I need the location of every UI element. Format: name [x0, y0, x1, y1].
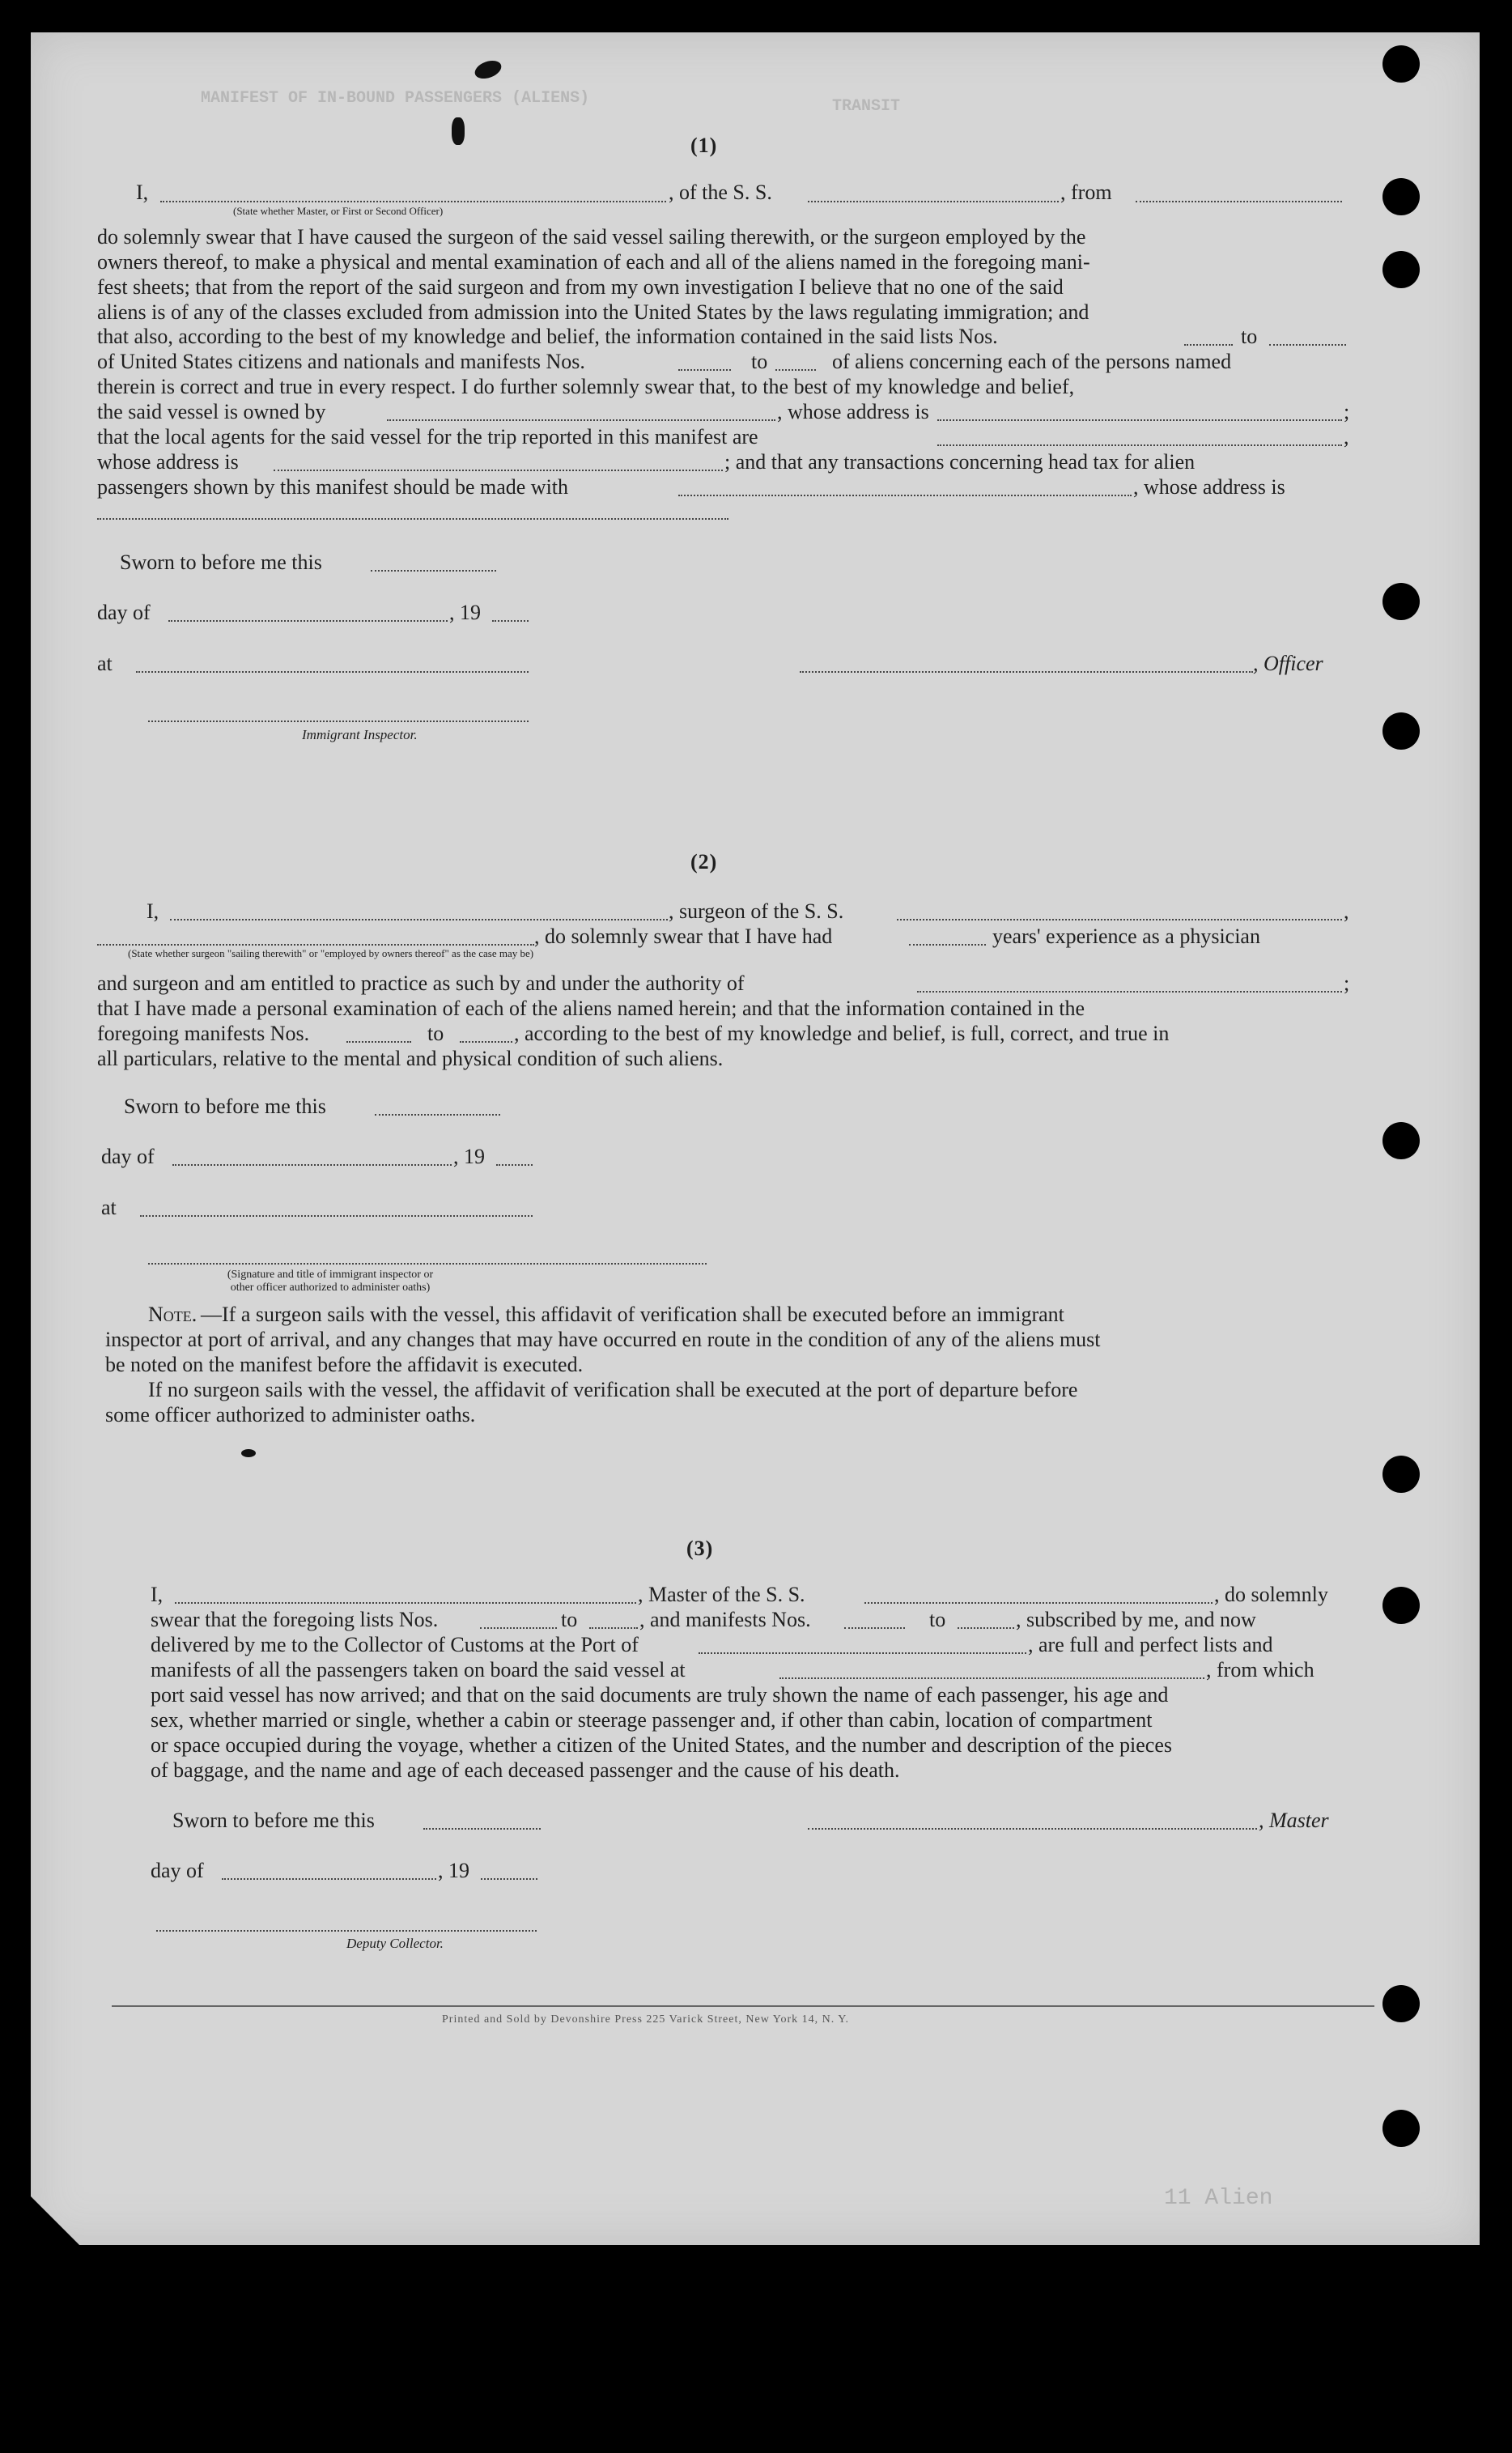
sworn-day-field-2	[375, 1114, 500, 1116]
officer-name-field	[160, 201, 666, 202]
surgeon-status-field	[97, 944, 534, 946]
section-1-row: owners thereof, to make a physical and mental examination of each and all of the aliens named in the foregoing mani-	[97, 250, 1090, 274]
manifests-to: to	[751, 350, 768, 373]
section-2-number: (2)	[690, 850, 718, 874]
section-1-number: (1)	[690, 134, 718, 157]
day-of-label-1: day of	[97, 601, 151, 624]
solemnly-swear-text: , do solemnly swear that I have had	[534, 925, 833, 948]
authority-field	[917, 991, 1342, 993]
year-label-2: , 19	[453, 1145, 485, 1168]
punch-hole	[1382, 712, 1420, 750]
made-with-text: passengers shown by this manifest should be made with	[97, 475, 569, 499]
of-aliens-text: of aliens concerning each of the persons named	[832, 350, 1232, 373]
section-3-number: (3)	[686, 1537, 714, 1560]
are-full-text: , are full and perfect lists and	[1028, 1633, 1273, 1656]
punch-hole	[1382, 178, 1420, 215]
section-1-row: fest sheets; that from the report of the said surgeon and from my own investigation I believe that no one of the said	[97, 275, 1064, 299]
surgeon-note: (State whether surgeon "sailing therewith" or "employed by owners thereof" as the case may be)	[128, 947, 534, 959]
bleed-through-bottom: 11 Alien	[1164, 2186, 1273, 2211]
surgeon-manifests-to-field	[460, 1041, 512, 1043]
lists-to: to	[1241, 325, 1258, 348]
year-label-3: , 19	[438, 1859, 469, 1882]
officer-note: (State whether Master, or First or Second Officer)	[233, 205, 444, 217]
authority-text: and surgeon and am entitled to practice as such by and under the authority of	[97, 971, 745, 995]
surgeon-manifests-from-field	[346, 1041, 411, 1043]
semicolon: ;	[1344, 400, 1350, 423]
port-field	[699, 1652, 1026, 1654]
inspector-signature-field-1	[148, 721, 529, 722]
lists-from-field	[1184, 344, 1233, 346]
section-1-from-label: , from	[1060, 181, 1112, 204]
agent-address-field	[274, 470, 723, 471]
manifests-nos-text: of United States citizens and nationals and manifests Nos.	[97, 350, 585, 373]
collector-port-text: delivered by me to the Collector of Customs at the Port of	[151, 1633, 639, 1656]
deputy-collector-caption: Deputy Collector.	[346, 1936, 444, 1951]
master-manifests-to: to	[929, 1608, 946, 1631]
from-port-field	[1136, 201, 1342, 202]
subscribed-text: , subscribed by me, and now	[1016, 1608, 1256, 1631]
section-3-row: port said vessel has now arrived; and that on the said documents are truly shown the name of each passenger, his age and	[151, 1683, 1169, 1707]
day-of-label-3: day of	[151, 1859, 204, 1882]
sworn-label-1: Sworn to before me this	[120, 551, 322, 574]
section-2-i: I,	[147, 899, 159, 923]
section-3-i: I,	[151, 1583, 164, 1606]
note-row: —If a surgeon sails with the vessel, this affidavit of verification shall be executed before an immigrant	[201, 1303, 1064, 1326]
foregoing-lists-text: swear that the foregoing lists Nos.	[151, 1608, 439, 1631]
local-agents-field	[937, 444, 1342, 446]
ink-mark	[473, 57, 504, 82]
punch-hole	[1382, 583, 1420, 620]
lists-nos-text: that also, according to the best of my knowledge and belief, the information contained in the said lists Nos.	[97, 325, 998, 348]
master-lists-from-field	[480, 1627, 557, 1629]
officer-signature-field	[800, 671, 1253, 673]
master-ss-label: , Master of the S. S.	[638, 1583, 805, 1606]
agent-address-label: whose address is	[97, 450, 239, 474]
section-2-row: all particulars, relative to the mental and physical condition of such aliens.	[97, 1047, 724, 1070]
section-3-row: sex, whether married or single, whether a cabin or steerage passenger and, if other than cabin, location of compartment	[151, 1708, 1153, 1732]
master-manifests-from-field	[844, 1627, 905, 1629]
section-1-row: aliens is of any of the classes excluded from admission into the United States by the laws regulating immigration; and	[97, 300, 1089, 324]
at-label-1: at	[97, 652, 113, 675]
years-experience-text: years' experience as a physician	[992, 925, 1260, 948]
master-manifests-to-field	[958, 1627, 1014, 1629]
section-3-row: of baggage, and the name and age of each deceased passenger and the cause of his death.	[151, 1758, 900, 1782]
printer-imprint: Printed and Sold by Devonshire Press 225 Varick Street, New York 14, N. Y.	[442, 2013, 850, 2026]
section-1-ss-label: , of the S. S.	[669, 181, 772, 204]
year-label-1: , 19	[449, 601, 481, 624]
sworn-label-3: Sworn to before me this	[172, 1809, 375, 1832]
made-with-address-label: , whose address is	[1133, 475, 1285, 499]
owner-field	[387, 419, 775, 421]
master-vessel-field	[864, 1602, 1213, 1604]
years-experience-field	[909, 944, 986, 946]
note-row: inspector at port of arrival, and any changes that may have occurred en route in the condition of any of the aliens must	[105, 1328, 1101, 1351]
manifest-affidavit-page	[31, 32, 1480, 2245]
taken-on-board-text: manifests of all the passengers taken on board the said vessel at	[151, 1658, 686, 1681]
comma: ,	[1344, 425, 1349, 449]
punch-hole	[1382, 1587, 1420, 1624]
at-field-2	[140, 1215, 533, 1217]
punch-hole	[1382, 251, 1420, 288]
master-lists-to: to	[561, 1608, 578, 1631]
semicolon: ;	[1344, 971, 1350, 995]
punch-hole	[1382, 1985, 1420, 2022]
vessel-name-field	[808, 201, 1059, 202]
month-field-2	[172, 1164, 452, 1166]
day-of-label-2: day of	[101, 1145, 155, 1168]
punch-hole	[1382, 45, 1420, 83]
master-signature-field	[808, 1828, 1257, 1830]
master-lists-to-field	[589, 1627, 638, 1629]
note-row: be noted on the manifest before the affidavit is executed.	[105, 1353, 584, 1376]
owner-address-field	[937, 419, 1342, 421]
do-solemnly-text: , do solemnly	[1214, 1583, 1328, 1606]
owner-address-label: , whose address is	[777, 400, 929, 423]
torn-corner	[31, 2196, 79, 2245]
head-tax-text: ; and that any transactions concerning head tax for alien	[724, 450, 1196, 474]
bleed-through-header: MANIFEST OF IN-BOUND PASSENGERS (ALIENS)	[201, 89, 590, 108]
ink-mark	[241, 1449, 256, 1457]
if-no-surgeon-row: If no surgeon sails with the vessel, the affidavit of verification shall be executed at the port of departure before	[148, 1378, 1078, 1401]
footer-rule	[112, 2005, 1374, 2007]
from-which-text: , from which	[1206, 1658, 1315, 1681]
year-field-3	[481, 1878, 537, 1880]
section-3-row: or space occupied during the voyage, whether a citizen of the United States, and the number and description of the pieces	[151, 1733, 1173, 1757]
local-agents-text: that the local agents for the said vessel for the trip reported in this manifest are	[97, 425, 758, 449]
sworn-day-field-1	[371, 570, 496, 572]
at-field-1	[136, 671, 529, 673]
deputy-signature-field	[156, 1930, 537, 1932]
officer-label: , Officer	[1253, 652, 1323, 675]
lists-to-field	[1269, 344, 1346, 346]
sworn-label-2: Sworn to before me this	[124, 1095, 326, 1118]
comma: ,	[1344, 899, 1349, 923]
year-field-1	[492, 620, 529, 622]
manifests-from-field	[678, 369, 731, 371]
sworn-day-field-3	[423, 1828, 541, 1830]
section-1-row: therein is correct and true in every respect. I do further solemnly swear that, to the best of my knowledge and belief,	[97, 375, 1075, 398]
bleed-through-transit: TRANSIT	[832, 97, 901, 116]
master-name-field	[175, 1602, 636, 1604]
signature-note-2: other officer authorized to administer oaths)	[230, 1282, 431, 1294]
made-with-field	[678, 495, 1132, 496]
manifests-to-field	[775, 369, 816, 371]
note-label: Note.	[148, 1303, 197, 1326]
master-label: , Master	[1259, 1809, 1329, 1832]
foregoing-manifests-text: foregoing manifests Nos.	[97, 1022, 310, 1045]
section-1-i: I,	[136, 181, 149, 204]
at-label-2: at	[101, 1196, 117, 1219]
surgeon-name-field	[170, 919, 668, 920]
section-1-row: do solemnly swear that I have caused the surgeon of the said vessel sailing therewith, or the surgeon employed by the	[97, 225, 1086, 249]
section-2-row: that I have made a personal examination of each of the aliens named herein; and that the information contained in the	[97, 997, 1085, 1020]
made-with-address-field	[97, 518, 728, 520]
according-text: , according to the best of my knowledge and belief, is full, correct, and true in	[514, 1022, 1170, 1045]
year-field-2	[496, 1164, 533, 1166]
section-1-body	[97, 224, 1350, 325]
surgeon-to: to	[427, 1022, 444, 1045]
punch-hole	[1382, 1456, 1420, 1493]
punch-hole	[1382, 2110, 1420, 2147]
ink-mark	[452, 117, 465, 145]
owned-by-text: the said vessel is owned by	[97, 400, 326, 423]
surgeon-ss-label: , surgeon of the S. S.	[669, 899, 844, 923]
immigrant-inspector-caption: Immigrant Inspector.	[302, 727, 418, 742]
if-no-surgeon-row: some officer authorized to administer oaths.	[105, 1403, 476, 1426]
month-field-1	[168, 620, 448, 622]
month-field-3	[222, 1878, 436, 1880]
surgeon-vessel-field	[897, 919, 1342, 920]
inspector-signature-field-2	[148, 1263, 707, 1265]
punch-hole	[1382, 1122, 1420, 1159]
and-manifests-text: , and manifests Nos.	[639, 1608, 811, 1631]
signature-note-1: (Signature and title of immigrant inspector or	[227, 1269, 434, 1281]
embark-port-field	[779, 1677, 1204, 1679]
